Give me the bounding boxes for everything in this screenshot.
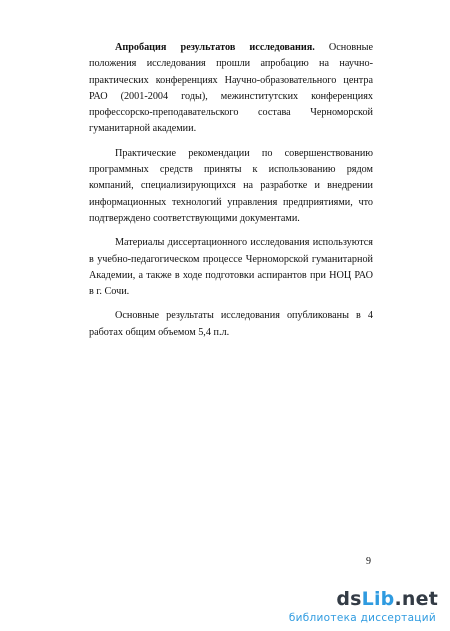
page-number: 9 [366,556,371,567]
body-text [89,40,373,341]
paragraph-approbation [89,40,373,138]
approbation-text: Основные положения исследования прошли апробацию на научно-практических конференциях Научно-образовательного центра РАО (2001-2004 годы), межинститутских конференциях профессорско-преподавательского состава Черноморской гуманитарной академии. [89,42,373,135]
paragraph-materials: Материалы диссертационного исследования используются в учебно-педагогическом процессе Черноморской гуманитарной Академии, а также в ходе подготовки аспирантов при НОЦ РАО в г. Сочи. [89,237,373,298]
approbation-heading: Апробация результатов исследования. [115,42,315,53]
watermark-subtitle: библиотека диссертаций [288,612,436,624]
paragraph-recommendations: Практические рекомендации по совершенствованию программных средств приняты к использованию рядом компаний, специализирующихся на разработке и внедрении информационных технологий управления предприятиями, что подтверждено соответствующими документами. [89,147,373,224]
dslib-watermark [268,588,438,628]
watermark-logo: dsLib.net [336,588,438,610]
paragraph-publications: Основные результаты исследования опубликованы в 4 работах общим объемом 5,4 п.л. [89,310,373,338]
